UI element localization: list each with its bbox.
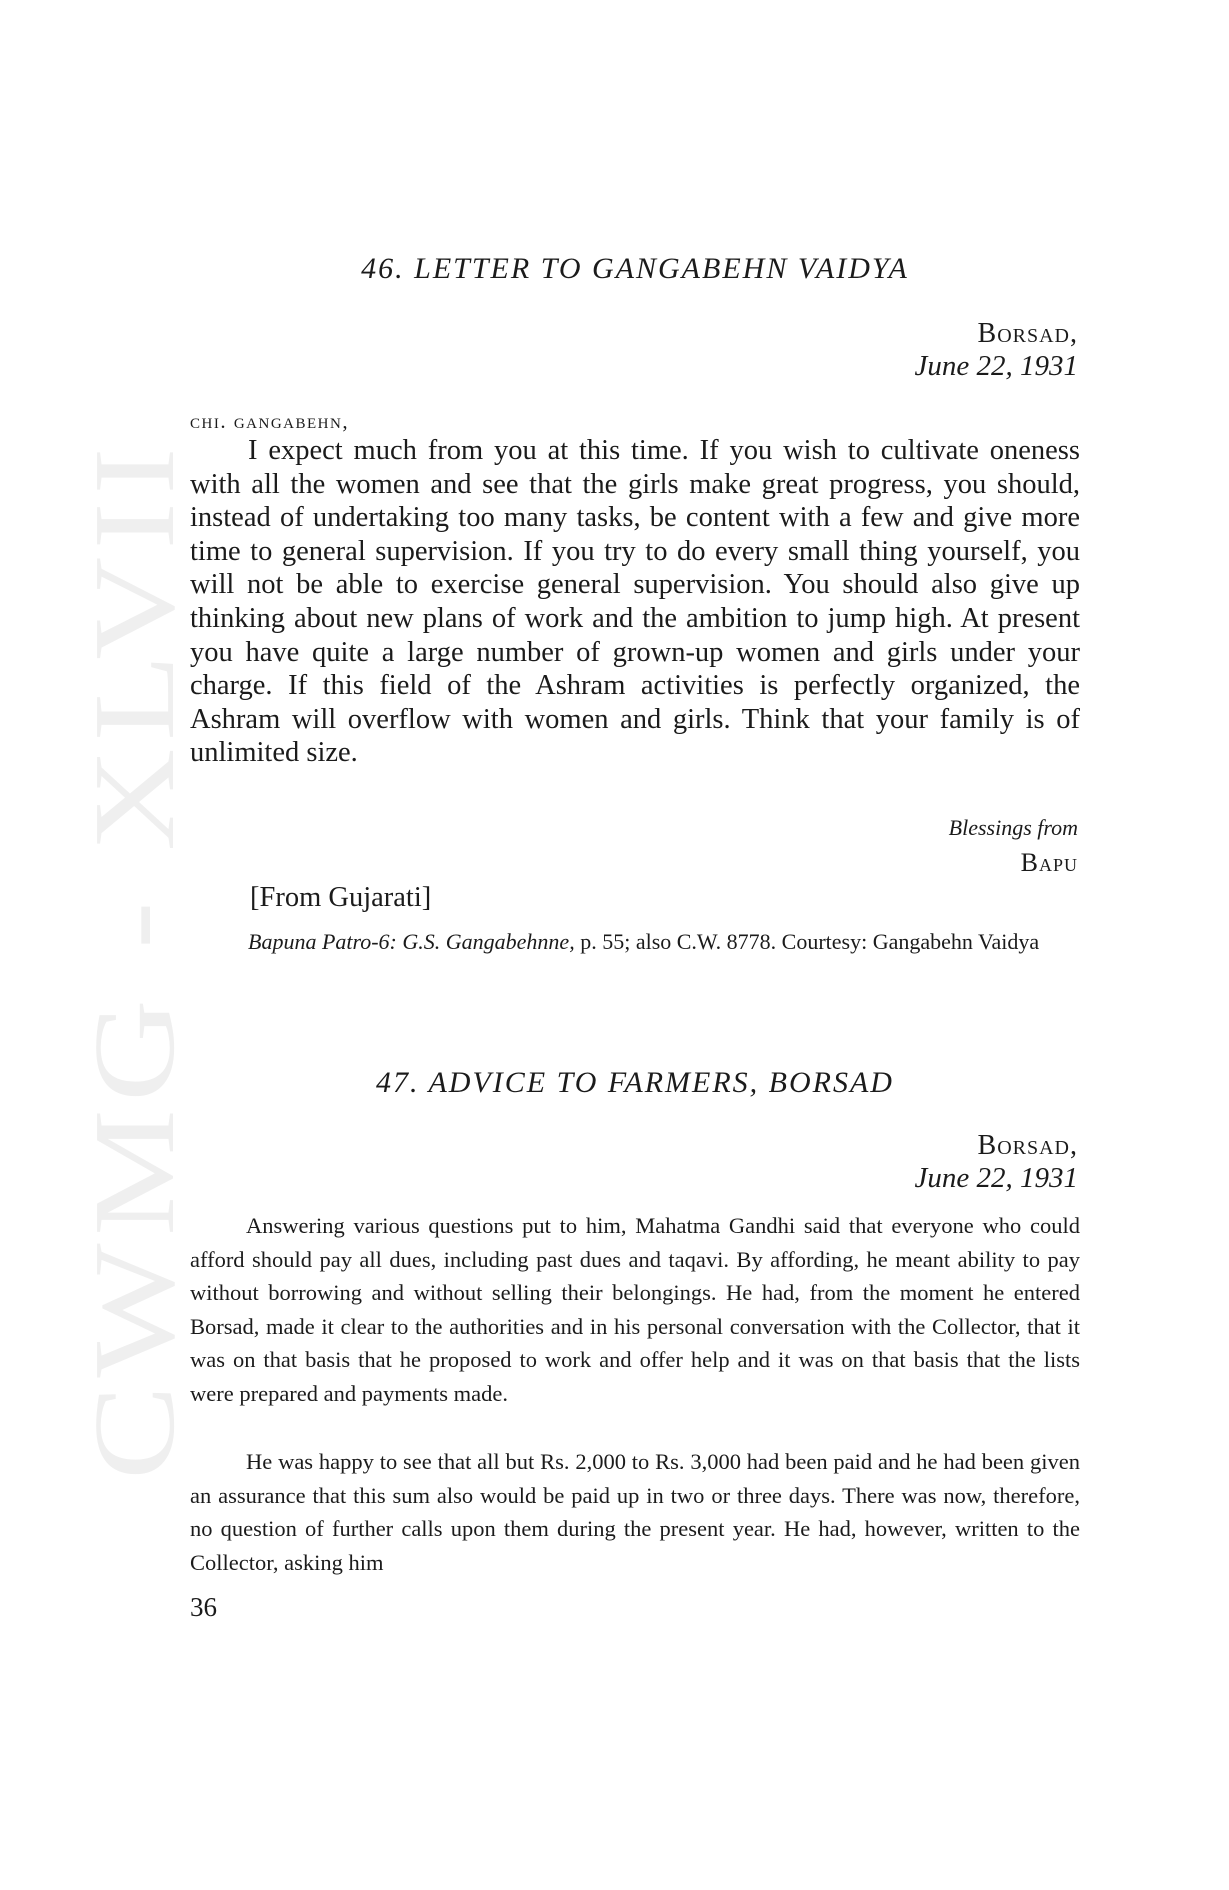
report-paragraph: He was happy to see that all but Rs. 2,000 to Rs. 3,000 had been paid and he had been given an assurance that this sum also would be paid up in two or three days. There was now, therefore, no question of further calls upon them during the present year. He had, however, written to the Collector, asking him	[190, 1449, 1080, 1575]
page-number: 36	[190, 1592, 217, 1622]
letter-closing: Blessings from	[948, 815, 1078, 840]
advice-place: Borsad,	[977, 1130, 1078, 1161]
source-note	[190, 925, 1080, 959]
section-title-46: 46. LETTER TO GANGABEHN VAIDYA	[361, 252, 909, 285]
source-details: p. 55; also C.W. 8778. Courtesy: Gangabehn Vaidya	[574, 929, 1040, 954]
letter-signature: Bapu	[1020, 848, 1078, 877]
report-paragraph: Answering various questions put to him, Mahatma Gandhi said that everyone who could afford should pay all dues, including past dues and taqavi. By affording, he meant ability to pay without borrowing and without selling their belongings. He had, from the moment he entered Borsad, made it clear to the authorities and in his personal conversation with the Collector, that it was on that basis that he proposed to work and offer help and it was on that basis that the lists were prepared and payments made.	[190, 1213, 1080, 1406]
letter-salutation: chi. gangabehn,	[190, 409, 350, 433]
source-language: [From Gujarati]	[250, 882, 432, 913]
letter-date: June 22, 1931	[914, 350, 1078, 382]
letter-body: I expect much from you at this time. If you wish to cultivate oneness with all the women and see that the girls make great progress, you should, instead of undertaking too many tasks, be content with a few and give more time to general supervision. If you try to do every small thing yourself, you will not be able to exercise general supervision. You should also give up thinking about new plans of work and the ambition to jump high. At present you have quite a large number of grown-up women and girls under your charge. If this field of the Ashram activities is perfectly organized, the Ashram will overflow with women and girls. Think that your family is of unlimited size.	[190, 435, 1080, 769]
advice-date: June 22, 1931	[914, 1162, 1078, 1194]
source-title: Bapuna Patro-6: G.S. Gangabehnne,	[248, 929, 575, 954]
letter-place: Borsad,	[977, 318, 1078, 349]
section-title-47: 47. ADVICE TO FARMERS, BORSAD	[376, 1066, 894, 1099]
watermark-text: CWMG - XLVII	[71, 632, 199, 1480]
